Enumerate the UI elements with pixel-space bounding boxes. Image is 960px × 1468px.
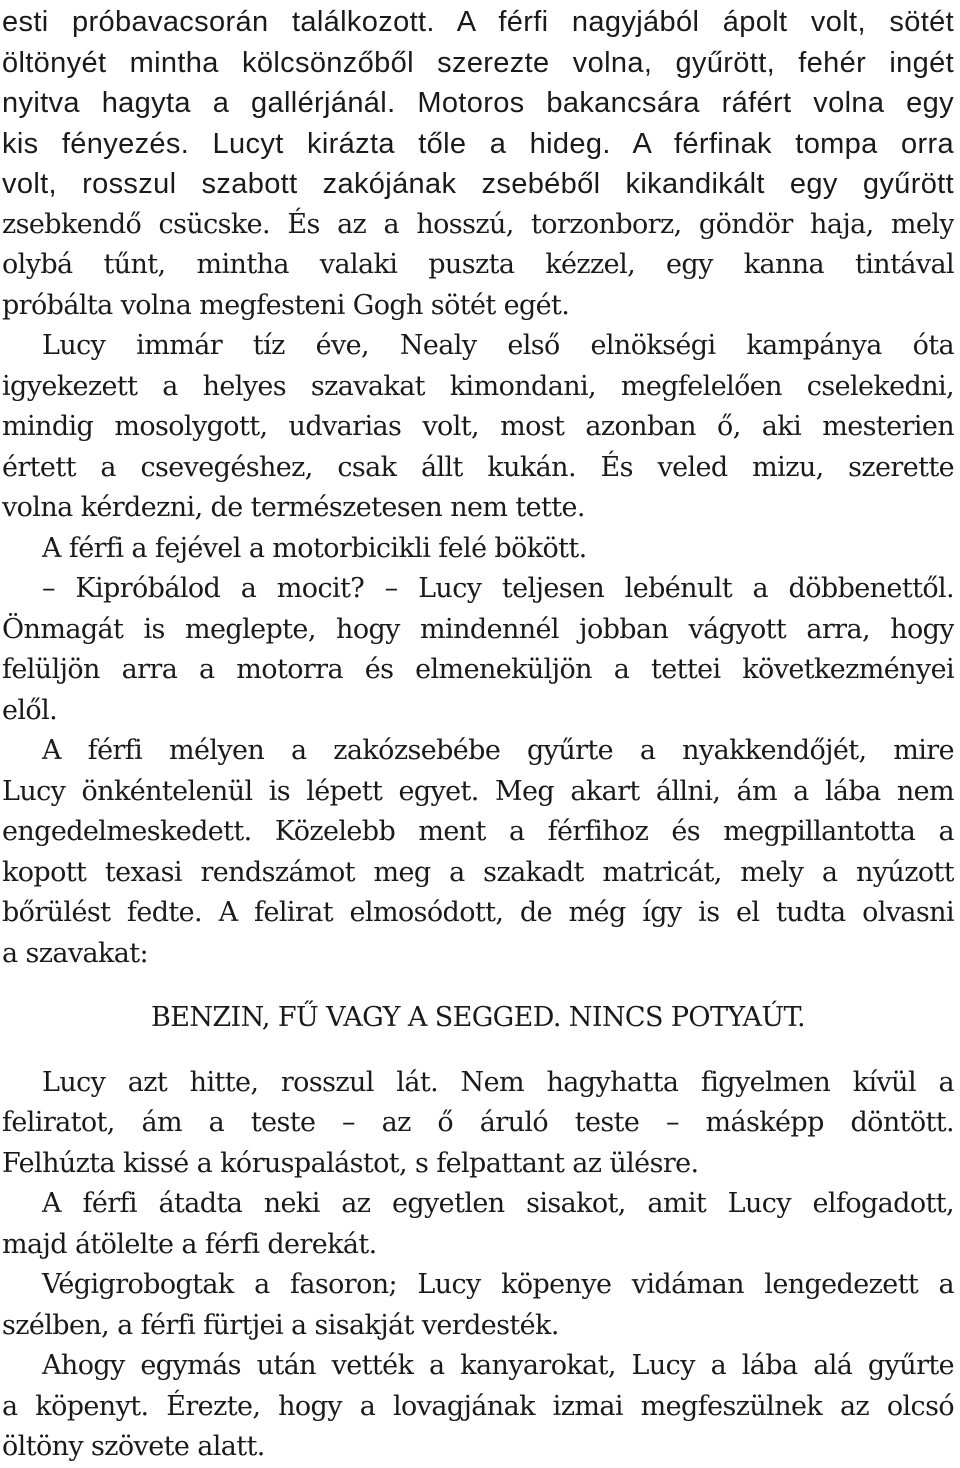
- text-line: a köpenyt. Érezte, hogy a lovagjának izmai megfeszülnek az olcsó: [2, 1390, 954, 1422]
- text-line: a szavakat:: [2, 937, 149, 969]
- text-line: felüljön arra a motorra és elmeneküljön a tettei következményei: [2, 654, 954, 685]
- text-line: öltöny szövete alatt.: [2, 1431, 265, 1462]
- paragraph-start: A férfi a fejével a motorbicikli felé bökött.: [42, 532, 587, 564]
- text-line: volna kérdezni, de természetesen nem tette.: [2, 492, 585, 523]
- text-line: Lucy önkéntelenül is lépett egyet. Meg akart állni, ám a lába nem: [2, 775, 954, 807]
- paragraph-start: A férfi átadta neki az egyetlen sisakot, amit Lucy elfogadott,: [42, 1188, 954, 1219]
- text-line: öltönyét mintha kölcsönzőből szerezte volna, gyűrött, fehér ingét: [2, 46, 954, 79]
- text-line: esti próbavacsorán találkozott. A férfi nagyjából ápolt volt, sötét: [2, 6, 954, 38]
- dialogue-line: – Kipróbálod a mocit? – Lucy teljesen lebénult a döbbenettől.: [42, 573, 954, 604]
- paragraph-start: Ahogy egymás után vették a kanyarokat, Lucy a lába alá gyűrte: [42, 1350, 954, 1381]
- paragraph-start: Végigrobogtak a fasoron; Lucy köpenye vidáman lengedezett a: [42, 1269, 954, 1300]
- text-line: Felhúzta kissé a kóruspalástot, s felpattant az ülésre.: [2, 1147, 699, 1179]
- paragraph-start: Lucy immár tíz éve, Nealy első elnökségi kampánya óta: [42, 330, 954, 361]
- text-line: volt, rosszul szabott zakójának zsebéből kikandikált egy gyűrött: [2, 168, 954, 200]
- text-line: kis fényezés. Lucyt kirázta tőle a hideg. A férfinak tompa orra: [2, 127, 954, 160]
- text-line: olybá tűnt, mintha valaki puszta kézzel, egy kanna tintával: [2, 249, 954, 280]
- text-line: kopott texasi rendszámot meg a szakadt matricát, mely a nyúzott: [2, 856, 954, 888]
- paragraph-start: A férfi mélyen a zakózsebébe gyűrte a nyakkendőjét, mire: [42, 735, 954, 766]
- text-line: mindig mosolygott, udvarias volt, most azonban ő, aki mesterien: [2, 411, 954, 442]
- text-line: engedelmeskedett. Közelebb ment a férfihoz és megpillantotta a: [2, 816, 954, 847]
- text-line: igyekezett a helyes szavakat kimondani, megfelelően cselekedni,: [2, 370, 954, 402]
- text-line: feliratot, ám a teste – az ő áruló teste – másképp döntött.: [2, 1107, 954, 1138]
- text-line: bőrülést fedte. A felirat elmosódott, de még így is el tudta olvasni: [2, 897, 954, 928]
- paragraph-start: Lucy azt hitte, rosszul lát. Nem hagyhatta figyelmen kívül a: [42, 1066, 954, 1098]
- text-line: Önmagát is meglepte, hogy mindennél jobban vágyott arra, hogy: [2, 613, 954, 645]
- text-line: zsebkendő csücske. És az a hosszú, torzonborz, göndör haja, mely: [2, 208, 954, 240]
- text-line: elől.: [2, 694, 58, 726]
- text-line: nyitva hagyta a gallérjánál. Motoros bakancsára ráfért volna egy: [2, 87, 954, 119]
- text-line: szélben, a férfi fürtjei a sisakját verdesték.: [2, 1309, 559, 1341]
- text-line: értett a csevegéshez, csak állt kukán. És veled mizu, szerette: [2, 451, 954, 483]
- text-line: majd átölelte a férfi derekát.: [2, 1228, 377, 1260]
- text-line: próbálta volna megfesteni Gogh sötét egét.: [2, 289, 570, 321]
- sticker-text: BENZIN, FŰ VAGY A SEGGED. NINCS POTYAÚT.: [151, 1002, 805, 1033]
